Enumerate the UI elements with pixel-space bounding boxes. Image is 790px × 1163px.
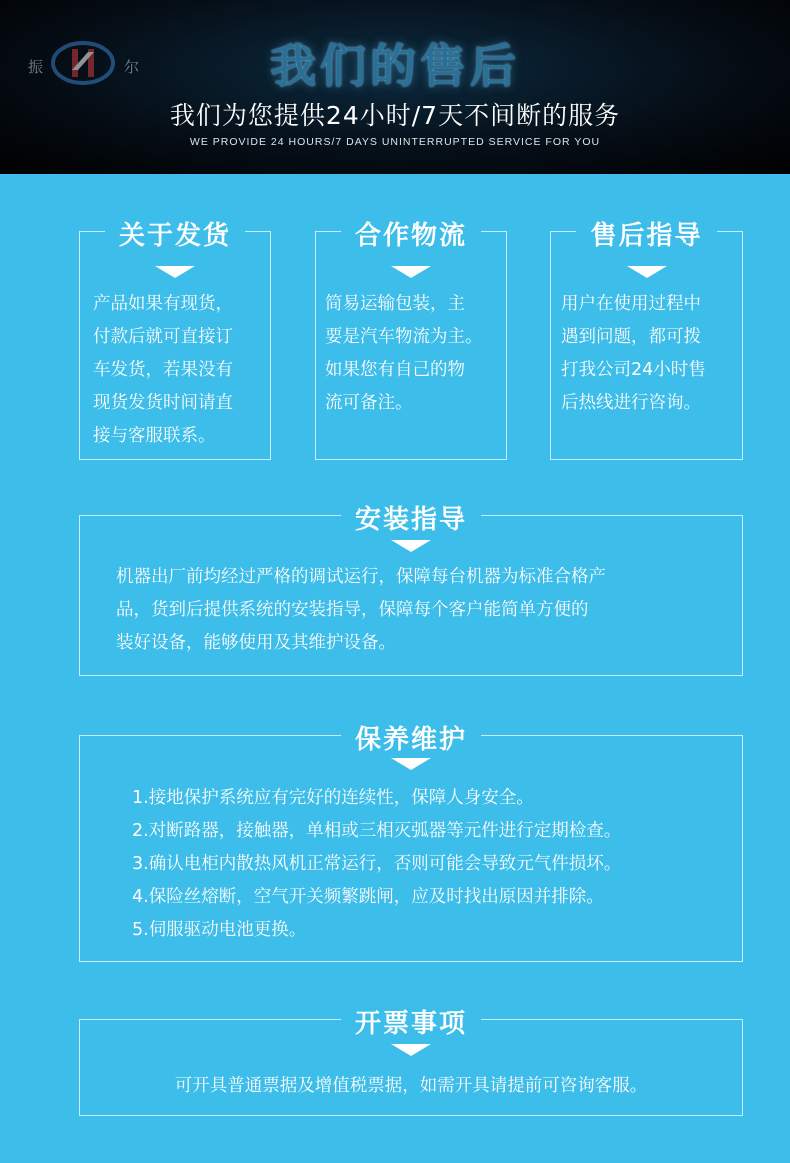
logo-left-text: 振 [28, 58, 44, 76]
text-line: 产品如果有现货， [93, 294, 233, 314]
card-title-wrapper [316, 215, 506, 252]
section-install [79, 505, 743, 676]
text-line: 后热线进行咨询。 [561, 393, 701, 413]
list-item: 4.保险丝熔断，空气开关频繁跳闸，应及时找出原因并排除。 [132, 887, 604, 907]
text-line: 装好设备，能够使用及其维护设备。 [116, 633, 396, 653]
section-invoice [79, 1009, 743, 1116]
chevron-down-icon [155, 266, 195, 278]
list-item: 1.接地保护系统应有完好的连续性，保障人身安全。 [132, 788, 534, 808]
section-title-wrapper [80, 499, 742, 536]
card-logistics-title: 合作物流 [341, 215, 481, 252]
section-maintenance-list [132, 782, 706, 947]
chevron-down-icon [391, 1044, 431, 1056]
chevron-down-icon [391, 540, 431, 552]
page-title: 我们的售后 [270, 39, 520, 93]
text-line: 打我公司24小时售 [561, 360, 706, 380]
card-title-wrapper [551, 215, 742, 252]
text-line: 品，货到后提供系统的安装指导，保障每个客户能简单方便的 [116, 600, 589, 620]
chevron-down-icon [391, 758, 431, 770]
card-after-sales [550, 221, 743, 460]
text-line: 机器出厂前均经过严格的调试运行，保障每台机器为标准合格产 [116, 567, 606, 587]
section-invoice-title: 开票事项 [341, 1003, 481, 1040]
card-logistics-text [325, 288, 505, 420]
section-title-wrapper [80, 1003, 742, 1040]
section-install-text [116, 561, 706, 660]
card-shipping-title: 关于发货 [105, 215, 245, 252]
list-item: 5.伺服驱动电池更换。 [132, 920, 307, 940]
card-after-sales-title: 售后指导 [576, 215, 716, 252]
card-logistics [315, 221, 507, 460]
page-subtitle: 我们为您提供24小时/7天不间断的服务 [169, 101, 621, 130]
header-banner [0, 0, 790, 174]
text-line: 流可备注。 [325, 393, 413, 413]
logo-right-text: 尔 [124, 58, 140, 76]
section-maintenance [79, 725, 743, 962]
page-subtitle-english: WE PROVIDE 24 HOURS/7 DAYS UNINTERRUPTED SERVICE FOR YOU [189, 136, 601, 148]
text-line: 遇到问题，都可拨 [561, 327, 701, 347]
card-title-wrapper [80, 215, 270, 252]
section-title-wrapper [80, 719, 742, 756]
text-line: 付款后就可直接订 [93, 327, 233, 347]
section-invoice-text: 可开具普通票据及增值税票据，如需开具请提前可咨询客服。 [174, 1076, 648, 1096]
section-maintenance-title: 保养维护 [341, 719, 481, 756]
text-line: 现货发货时间请直 [93, 393, 233, 413]
text-line: 接与客服联系。 [93, 426, 216, 446]
text-line: 要是汽车物流为主。 [325, 327, 483, 347]
card-shipping [79, 221, 271, 460]
card-after-sales-text [561, 288, 739, 420]
list-item: 3.确认电柜内散热风机正常运行，否则可能会导致元气件损坏。 [132, 854, 622, 874]
text-line: 简易运输包装，主 [325, 294, 465, 314]
chevron-down-icon [391, 266, 431, 278]
section-install-title: 安装指导 [341, 499, 481, 536]
list-item: 2.对断路器，接触器，单相或三相灭弧器等元件进行定期检查。 [132, 821, 622, 841]
chevron-down-icon [627, 266, 667, 278]
text-line: 用户在使用过程中 [561, 294, 701, 314]
text-line: 如果您有自己的物 [325, 360, 465, 380]
card-shipping-text [93, 288, 265, 453]
text-line: 车发货，若果没有 [93, 360, 233, 380]
